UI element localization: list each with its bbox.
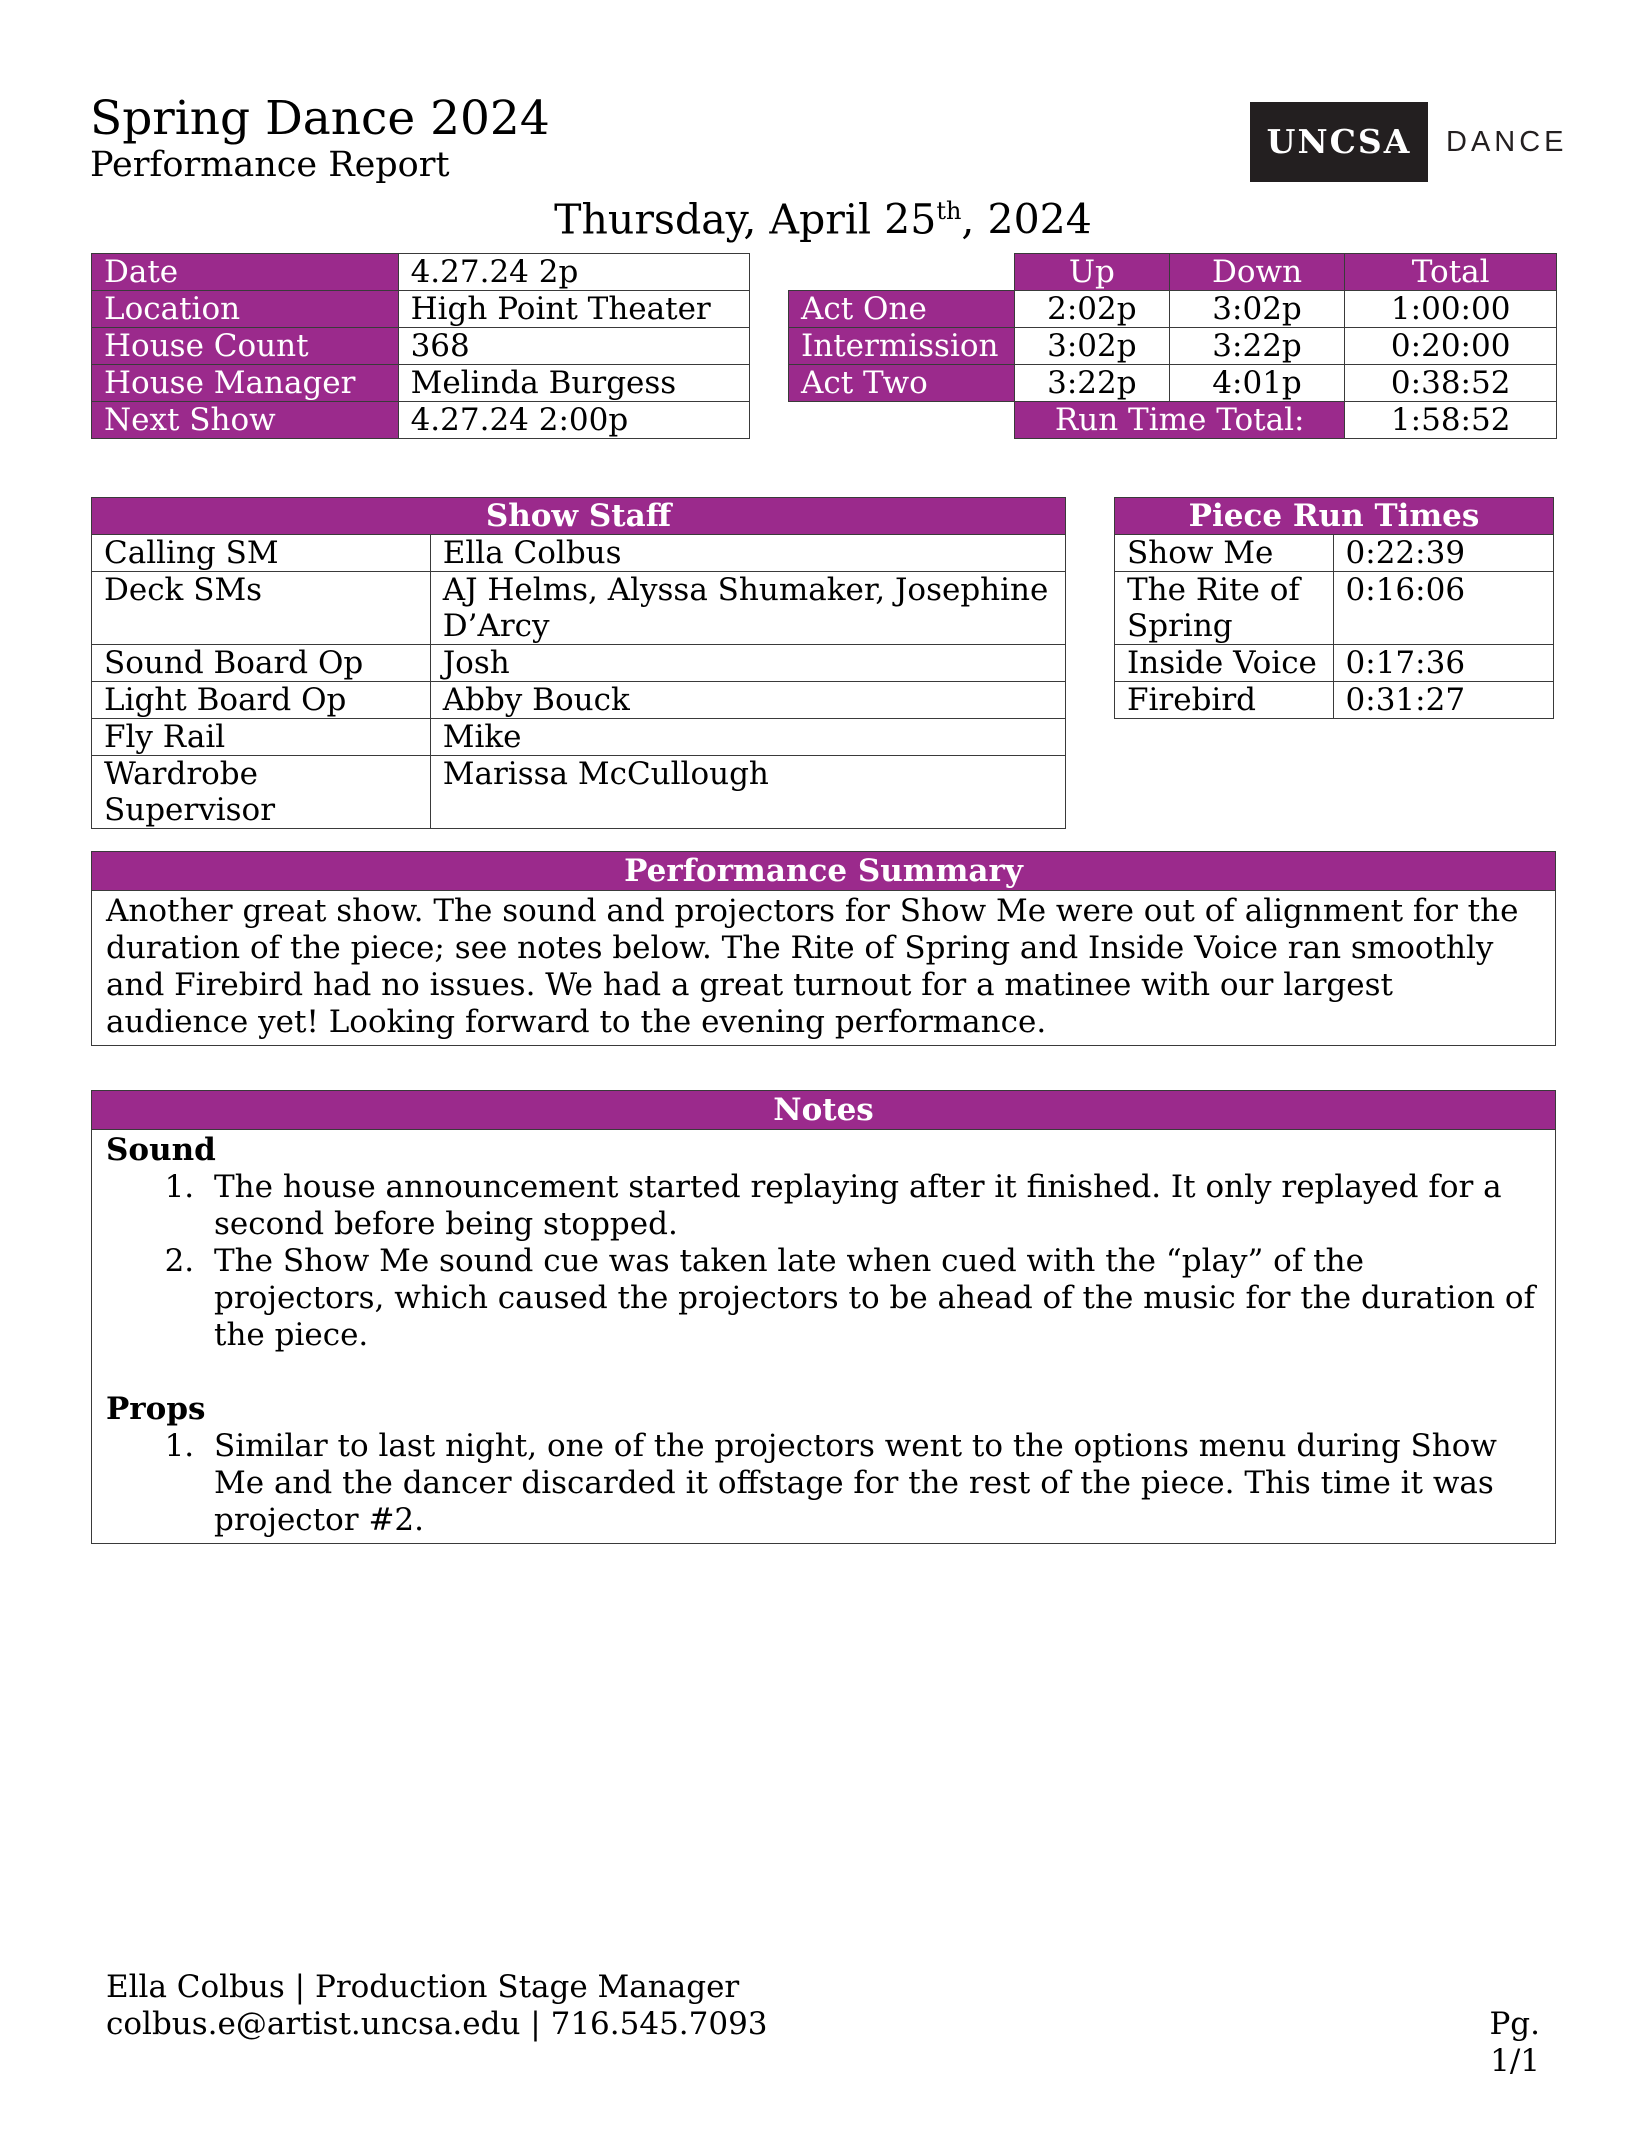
piece-row (1115, 572, 1554, 645)
staff-row (92, 572, 1066, 645)
notes-sound-heading: Sound (106, 1132, 216, 1168)
logo-box: UNCSA (1250, 102, 1428, 182)
info-label: Date (92, 254, 399, 291)
piece-run-times-table (1114, 497, 1554, 719)
staff-row (92, 756, 1066, 829)
staff-row (92, 645, 1066, 682)
info-label: House Manager (92, 365, 399, 402)
show-staff-table (91, 497, 1066, 829)
report-title: Spring Dance 2024 (90, 91, 550, 146)
piece-time: 0:17:36 (1333, 645, 1553, 682)
timing-col-total: Total (1345, 254, 1557, 291)
timing-col-up: Up (1014, 254, 1169, 291)
notes-props-list (106, 1428, 1541, 1539)
staff-name: Mike (430, 719, 1065, 756)
piece-name: The Rite of Spring (1115, 572, 1334, 645)
run-time-value: 1:58:52 (1345, 402, 1557, 439)
run-time-row (789, 402, 1557, 439)
piece-row (1115, 682, 1554, 719)
info-row (92, 254, 750, 291)
staff-name: Abby Bouck (430, 682, 1065, 719)
timing-up: 3:22p (1014, 365, 1169, 402)
timing-down: 3:02p (1169, 291, 1345, 328)
timing-row (789, 328, 1557, 365)
list-item: 2. The Show Me sound cue was taken late when cued with the “play” of the projectors, which caused the projectors to be ahead of the music for the duration of the piece. (204, 1243, 1541, 1354)
staff-row (92, 535, 1066, 572)
info-value: Melinda Burgess (398, 365, 749, 402)
staff-role: Light Board Op (92, 682, 431, 719)
timing-col-down: Down (1169, 254, 1345, 291)
piece-row (1115, 535, 1554, 572)
timing-up: 3:02p (1014, 328, 1169, 365)
staff-name: Marissa McCullough (430, 756, 1065, 829)
piece-time: 0:16:06 (1333, 572, 1553, 645)
timing-table (788, 253, 1557, 439)
date-line-year: , 2024 (961, 195, 1092, 244)
timing-row (789, 291, 1557, 328)
footer-page-number: Pg. 1/1 (1489, 2006, 1540, 2079)
staff-role: Sound Board Op (92, 645, 431, 682)
piece-name: Firebird (1115, 682, 1334, 719)
staff-role: Calling SM (92, 535, 431, 572)
timing-label: Intermission (789, 328, 1015, 365)
staff-row (92, 719, 1066, 756)
run-time-spacer (789, 402, 1015, 439)
timing-up: 2:02p (1014, 291, 1169, 328)
info-label: Next Show (92, 402, 399, 439)
performance-summary (91, 851, 1556, 1046)
info-value: 368 (398, 328, 749, 365)
staff-role: Deck SMs (92, 572, 431, 645)
timing-down: 4:01p (1169, 365, 1345, 402)
logo-dance-text: DANCE (1446, 126, 1568, 158)
uncsa-dance-logo (1250, 102, 1570, 182)
info-row (92, 328, 750, 365)
timing-label: Act Two (789, 365, 1015, 402)
info-value: 4.27.24 2:00p (398, 402, 749, 439)
timing-total: 0:20:00 (1345, 328, 1557, 365)
run-time-label: Run Time Total: (1014, 402, 1344, 439)
piece-run-times-title: Piece Run Times (1115, 498, 1554, 535)
report-subtitle: Performance Report (90, 145, 450, 185)
piece-time: 0:22:39 (1333, 535, 1553, 572)
info-value: 4.27.24 2p (398, 254, 749, 291)
timing-label: Act One (789, 291, 1015, 328)
staff-name: Ella Colbus (430, 535, 1065, 572)
report-date-line (0, 186, 1646, 245)
timing-row (789, 365, 1557, 402)
staff-name: Josh (430, 645, 1065, 682)
info-label: House Count (92, 328, 399, 365)
timing-header-row (789, 254, 1557, 291)
info-label: Location (92, 291, 399, 328)
footer-name-role: Ella Colbus | Production Stage Manager (106, 1969, 740, 2005)
staff-name: AJ Helms, Alyssa Shumaker, Josephine D’Arcy (430, 572, 1065, 645)
notes-section (91, 1090, 1556, 1544)
info-row (92, 291, 750, 328)
staff-row (92, 682, 1066, 719)
info-row (92, 402, 750, 439)
info-value: High Point Theater (398, 291, 749, 328)
timing-total: 1:00:00 (1345, 291, 1557, 328)
notes-spacer (106, 1354, 1541, 1391)
piece-name: Show Me (1115, 535, 1334, 572)
staff-role: Fly Rail (92, 719, 431, 756)
piece-name: Inside Voice (1115, 645, 1334, 682)
list-item: 1. The house announcement started replaying after it finished. It only replayed for a second before being stopped. (204, 1169, 1541, 1243)
performance-summary-title: Performance Summary (92, 852, 1555, 891)
piece-time: 0:31:27 (1333, 682, 1553, 719)
info-row (92, 365, 750, 402)
footer-contact: colbus.e@artist.uncsa.edu | 716.545.7093 (106, 2006, 768, 2042)
info-table (91, 253, 750, 439)
notes-title: Notes (92, 1091, 1555, 1130)
piece-row (1115, 645, 1554, 682)
notes-sound-list (106, 1169, 1541, 1354)
date-line-sup: th (936, 197, 962, 225)
timing-down: 3:22p (1169, 328, 1345, 365)
performance-summary-text: Another great show. The sound and projectors for Show Me were out of alignment for the duration of the piece; see notes below. The Rite of Spring and Inside Voice ran smoothly and Firebird had no issues. We had a great turnout for a matinee with our largest audience yet! Looking forward to the evening performance. (106, 893, 1519, 1040)
timing-corner (789, 254, 1015, 291)
staff-role: Wardrobe Supervisor (92, 756, 431, 829)
date-line-main: Thursday, April 25 (554, 195, 937, 244)
timing-total: 0:38:52 (1345, 365, 1557, 402)
show-staff-title: Show Staff (92, 498, 1066, 535)
notes-props-heading: Props (106, 1391, 206, 1427)
list-item: 1. Similar to last night, one of the projectors went to the options menu during Show Me and the dancer discarded it offstage for the rest of the piece. This time it was projector #2. (204, 1428, 1541, 1539)
notes-body (92, 1130, 1555, 1543)
